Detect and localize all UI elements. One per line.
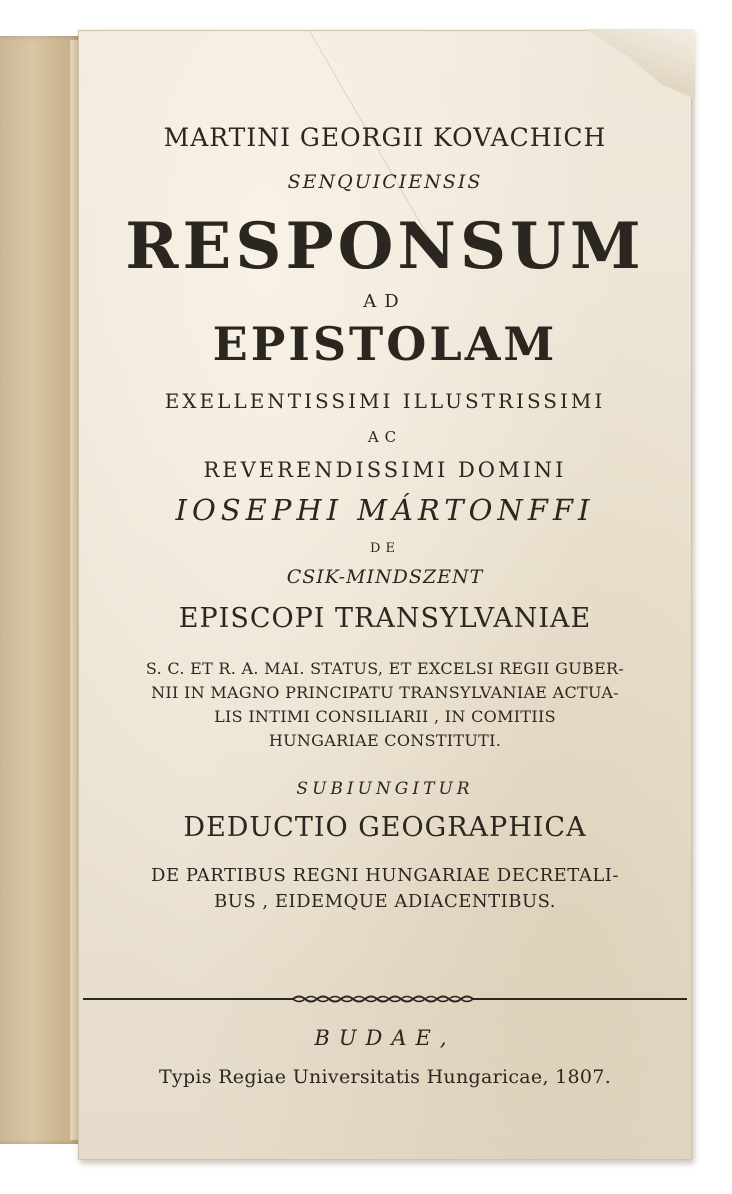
honorific-line-1: EXELLENTISSIMI ILLUSTRISSIMI [164, 389, 606, 413]
appendix-description-line: DE PARTIBUS REGNI HUNGARIAE DECRETALI- [151, 865, 619, 886]
subiungitur-line: SUBIUNGITUR [296, 779, 474, 799]
recipient-place: CSIK-MINDSZENT [286, 566, 484, 588]
author-origin: SENQUICIENSIS [287, 171, 483, 193]
recipient-name: IOSEPHI MÁRTONFFI [175, 493, 595, 527]
description-line: LIS INTIMI CONSILIARII , IN COMITIIS [214, 707, 556, 726]
appendix-title: DEDUCTIO GEOGRAPHICA [183, 812, 587, 843]
description-line: HUNGARIAE CONSTITUTI. [268, 731, 502, 750]
author-line: MARTINI GEORGII KOVACHICH [163, 123, 607, 152]
honorific-connector-ac: AC [367, 428, 403, 446]
description-line: NII IN MAGNO PRINCIPATU TRANSYLVANIAE ACTUA- [151, 683, 619, 702]
imprint-line: Typis Regiae Universitatis Hungaricae, 1807. [158, 1066, 612, 1088]
ornamental-rule [83, 994, 687, 1004]
imprint-city: BUDAE, [314, 1026, 456, 1050]
title-object: EPISTOLAM [212, 317, 558, 371]
description-line: S. C. ET R. A. MAI. STATUS, ET EXCELSI REGII GUBER- [145, 659, 625, 678]
title-connector-ad: AD [363, 291, 407, 312]
title-page [78, 30, 692, 1160]
connector-de: DE [370, 541, 400, 556]
recipient-office: EPISCOPI TRANSYLVANIAE [178, 603, 592, 634]
main-title: RESPONSUM [125, 209, 645, 284]
torn-page-corner [585, 29, 695, 99]
appendix-description-line: BUS , EIDEMQUE ADIACENTIBUS. [213, 891, 557, 912]
honorific-line-2: REVERENDISSIMI DOMINI [203, 458, 567, 482]
